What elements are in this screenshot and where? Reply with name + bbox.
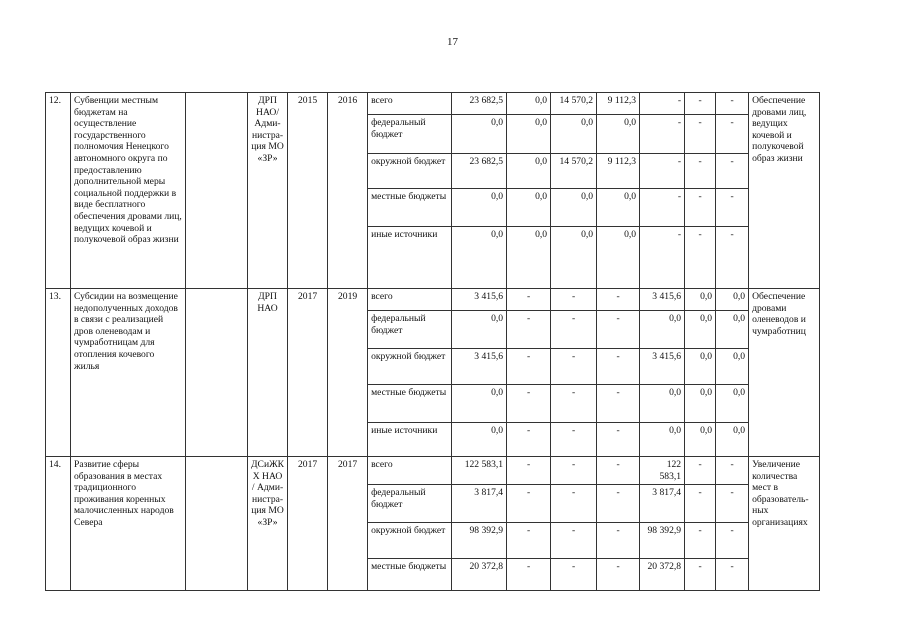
- source-label: федеральный бюджет: [368, 485, 452, 523]
- measure-name: Развитие сферы образования в местах традиционного проживания коренных малочисленных народов Севера: [71, 457, 186, 591]
- value-2018: -: [640, 115, 685, 154]
- blank-cell: [186, 457, 248, 591]
- value-2017: -: [597, 559, 640, 591]
- value-2018: 3 817,4: [640, 485, 685, 523]
- source-label: всего: [368, 93, 452, 115]
- value-2018: -: [640, 93, 685, 115]
- source-label: федеральный бюджет: [368, 311, 452, 349]
- value-2019: 0,0: [685, 311, 716, 349]
- table-row: [46, 93, 820, 115]
- expected-result: Обеспечение дровами оленеводов и чумработниц: [749, 289, 820, 457]
- value-2017: 9 112,3: [597, 93, 640, 115]
- executor: ДРП НАО/ Адми-нистра-ция МО «ЗР»: [248, 93, 288, 289]
- value-total: 23 682,5: [452, 93, 507, 115]
- value-2015: 0,0: [507, 154, 551, 189]
- value-2020: 0,0: [716, 289, 749, 311]
- value-2015: 0,0: [507, 115, 551, 154]
- value-2019: 0,0: [685, 385, 716, 423]
- start-year: 2017: [288, 457, 328, 591]
- source-label: окружной бюджет: [368, 349, 452, 385]
- value-2016: -: [551, 457, 597, 485]
- value-2016: 0,0: [551, 115, 597, 154]
- start-year: 2017: [288, 289, 328, 457]
- value-2018: 3 415,6: [640, 289, 685, 311]
- value-2015: 0,0: [507, 93, 551, 115]
- measure-name: Субвенции местным бюджетам на осуществление государственного полномочия Ненецкого автономного округа по предоставлению дополнительной меры социальной поддержки в виде бесплатного обеспечения дровами лиц, ведущих кочевой и полукочевой образ жизни: [71, 93, 186, 289]
- value-2019: -: [685, 93, 716, 115]
- row-number: 12.: [46, 93, 71, 289]
- source-label: окружной бюджет: [368, 154, 452, 189]
- value-2020: -: [716, 523, 749, 559]
- value-total: 23 682,5: [452, 154, 507, 189]
- blank-cell: [186, 93, 248, 289]
- value-2019: 0,0: [685, 423, 716, 457]
- blank-cell: [186, 289, 248, 457]
- value-2016: 0,0: [551, 189, 597, 227]
- value-2019: -: [685, 189, 716, 227]
- value-2018: 3 415,6: [640, 349, 685, 385]
- source-label: иные источники: [368, 227, 452, 289]
- value-2015: -: [507, 311, 551, 349]
- value-2015: -: [507, 289, 551, 311]
- page-number: 17: [447, 36, 458, 48]
- value-2017: -: [597, 523, 640, 559]
- value-2016: 0,0: [551, 227, 597, 289]
- value-2017: -: [597, 457, 640, 485]
- source-label: местные бюджеты: [368, 189, 452, 227]
- source-label: окружной бюджет: [368, 523, 452, 559]
- value-2017: -: [597, 311, 640, 349]
- value-total: 3 415,6: [452, 289, 507, 311]
- value-2015: -: [507, 423, 551, 457]
- value-2016: -: [551, 311, 597, 349]
- value-2019: -: [685, 457, 716, 485]
- value-2015: -: [507, 523, 551, 559]
- value-total: 122 583,1: [452, 457, 507, 485]
- expected-result: Увеличение количества мест в образователь-ных организациях: [749, 457, 820, 591]
- value-2017: 0,0: [597, 189, 640, 227]
- value-2016: -: [551, 289, 597, 311]
- source-label: всего: [368, 289, 452, 311]
- end-year: 2017: [328, 457, 368, 591]
- value-2018: 0,0: [640, 385, 685, 423]
- value-2016: -: [551, 523, 597, 559]
- value-total: 0,0: [452, 115, 507, 154]
- value-2017: -: [597, 289, 640, 311]
- value-2016: -: [551, 349, 597, 385]
- end-year: 2019: [328, 289, 368, 457]
- value-2020: -: [716, 189, 749, 227]
- table-row: [46, 289, 820, 311]
- value-2020: -: [716, 457, 749, 485]
- value-2020: -: [716, 115, 749, 154]
- program-table: [45, 92, 820, 591]
- table-row: [46, 457, 820, 485]
- value-2019: 0,0: [685, 289, 716, 311]
- value-total: 3 415,6: [452, 349, 507, 385]
- value-2015: 0,0: [507, 189, 551, 227]
- value-2015: -: [507, 457, 551, 485]
- executor: ДРП НАО: [248, 289, 288, 457]
- row-number: 13.: [46, 289, 71, 457]
- value-total: 0,0: [452, 423, 507, 457]
- end-year: 2016: [328, 93, 368, 289]
- value-2015: -: [507, 485, 551, 523]
- value-2019: -: [685, 154, 716, 189]
- value-2020: 0,0: [716, 311, 749, 349]
- value-2016: -: [551, 423, 597, 457]
- start-year: 2015: [288, 93, 328, 289]
- value-2016: -: [551, 559, 597, 591]
- value-2018: 122 583,1: [640, 457, 685, 485]
- value-2018: 98 392,9: [640, 523, 685, 559]
- value-2018: -: [640, 154, 685, 189]
- value-2015: -: [507, 385, 551, 423]
- value-2019: -: [685, 227, 716, 289]
- value-total: 0,0: [452, 189, 507, 227]
- value-2016: -: [551, 485, 597, 523]
- value-2015: -: [507, 559, 551, 591]
- value-2018: 20 372,8: [640, 559, 685, 591]
- value-2019: -: [685, 523, 716, 559]
- value-2016: 14 570,2: [551, 154, 597, 189]
- measure-name: Субсидии на возмещение недополученных доходов в связи с реализацией дров оленеводам и чумработницам для отопления кочевого жилья: [71, 289, 186, 457]
- value-2019: -: [685, 559, 716, 591]
- value-total: 0,0: [452, 311, 507, 349]
- value-total: 98 392,9: [452, 523, 507, 559]
- value-2019: -: [685, 485, 716, 523]
- value-2017: -: [597, 385, 640, 423]
- value-2020: -: [716, 485, 749, 523]
- value-2020: 0,0: [716, 385, 749, 423]
- source-label: всего: [368, 457, 452, 485]
- value-2017: -: [597, 423, 640, 457]
- value-2018: 0,0: [640, 423, 685, 457]
- value-2017: -: [597, 349, 640, 385]
- value-2016: 14 570,2: [551, 93, 597, 115]
- value-2018: -: [640, 189, 685, 227]
- value-2018: -: [640, 227, 685, 289]
- value-2020: -: [716, 227, 749, 289]
- source-label: местные бюджеты: [368, 559, 452, 591]
- value-total: 3 817,4: [452, 485, 507, 523]
- value-2020: -: [716, 154, 749, 189]
- value-2015: 0,0: [507, 227, 551, 289]
- value-2020: -: [716, 559, 749, 591]
- value-2017: 0,0: [597, 227, 640, 289]
- value-2019: 0,0: [685, 349, 716, 385]
- value-2017: 9 112,3: [597, 154, 640, 189]
- value-2015: -: [507, 349, 551, 385]
- source-label: местные бюджеты: [368, 385, 452, 423]
- value-2017: -: [597, 485, 640, 523]
- expected-result: Обеспечение дровами лиц, ведущих кочевой и полукочевой образ жизни: [749, 93, 820, 289]
- value-total: 0,0: [452, 385, 507, 423]
- executor: ДСиЖК Х НАО / Адми-нистра-ция МО «ЗР»: [248, 457, 288, 591]
- value-2020: 0,0: [716, 423, 749, 457]
- row-number: 14.: [46, 457, 71, 591]
- value-2017: 0,0: [597, 115, 640, 154]
- value-2020: 0,0: [716, 349, 749, 385]
- value-total: 20 372,8: [452, 559, 507, 591]
- source-label: федеральный бюджет: [368, 115, 452, 154]
- value-2018: 0,0: [640, 311, 685, 349]
- value-2020: -: [716, 93, 749, 115]
- value-2019: -: [685, 115, 716, 154]
- value-total: 0,0: [452, 227, 507, 289]
- value-2016: -: [551, 385, 597, 423]
- source-label: иные источники: [368, 423, 452, 457]
